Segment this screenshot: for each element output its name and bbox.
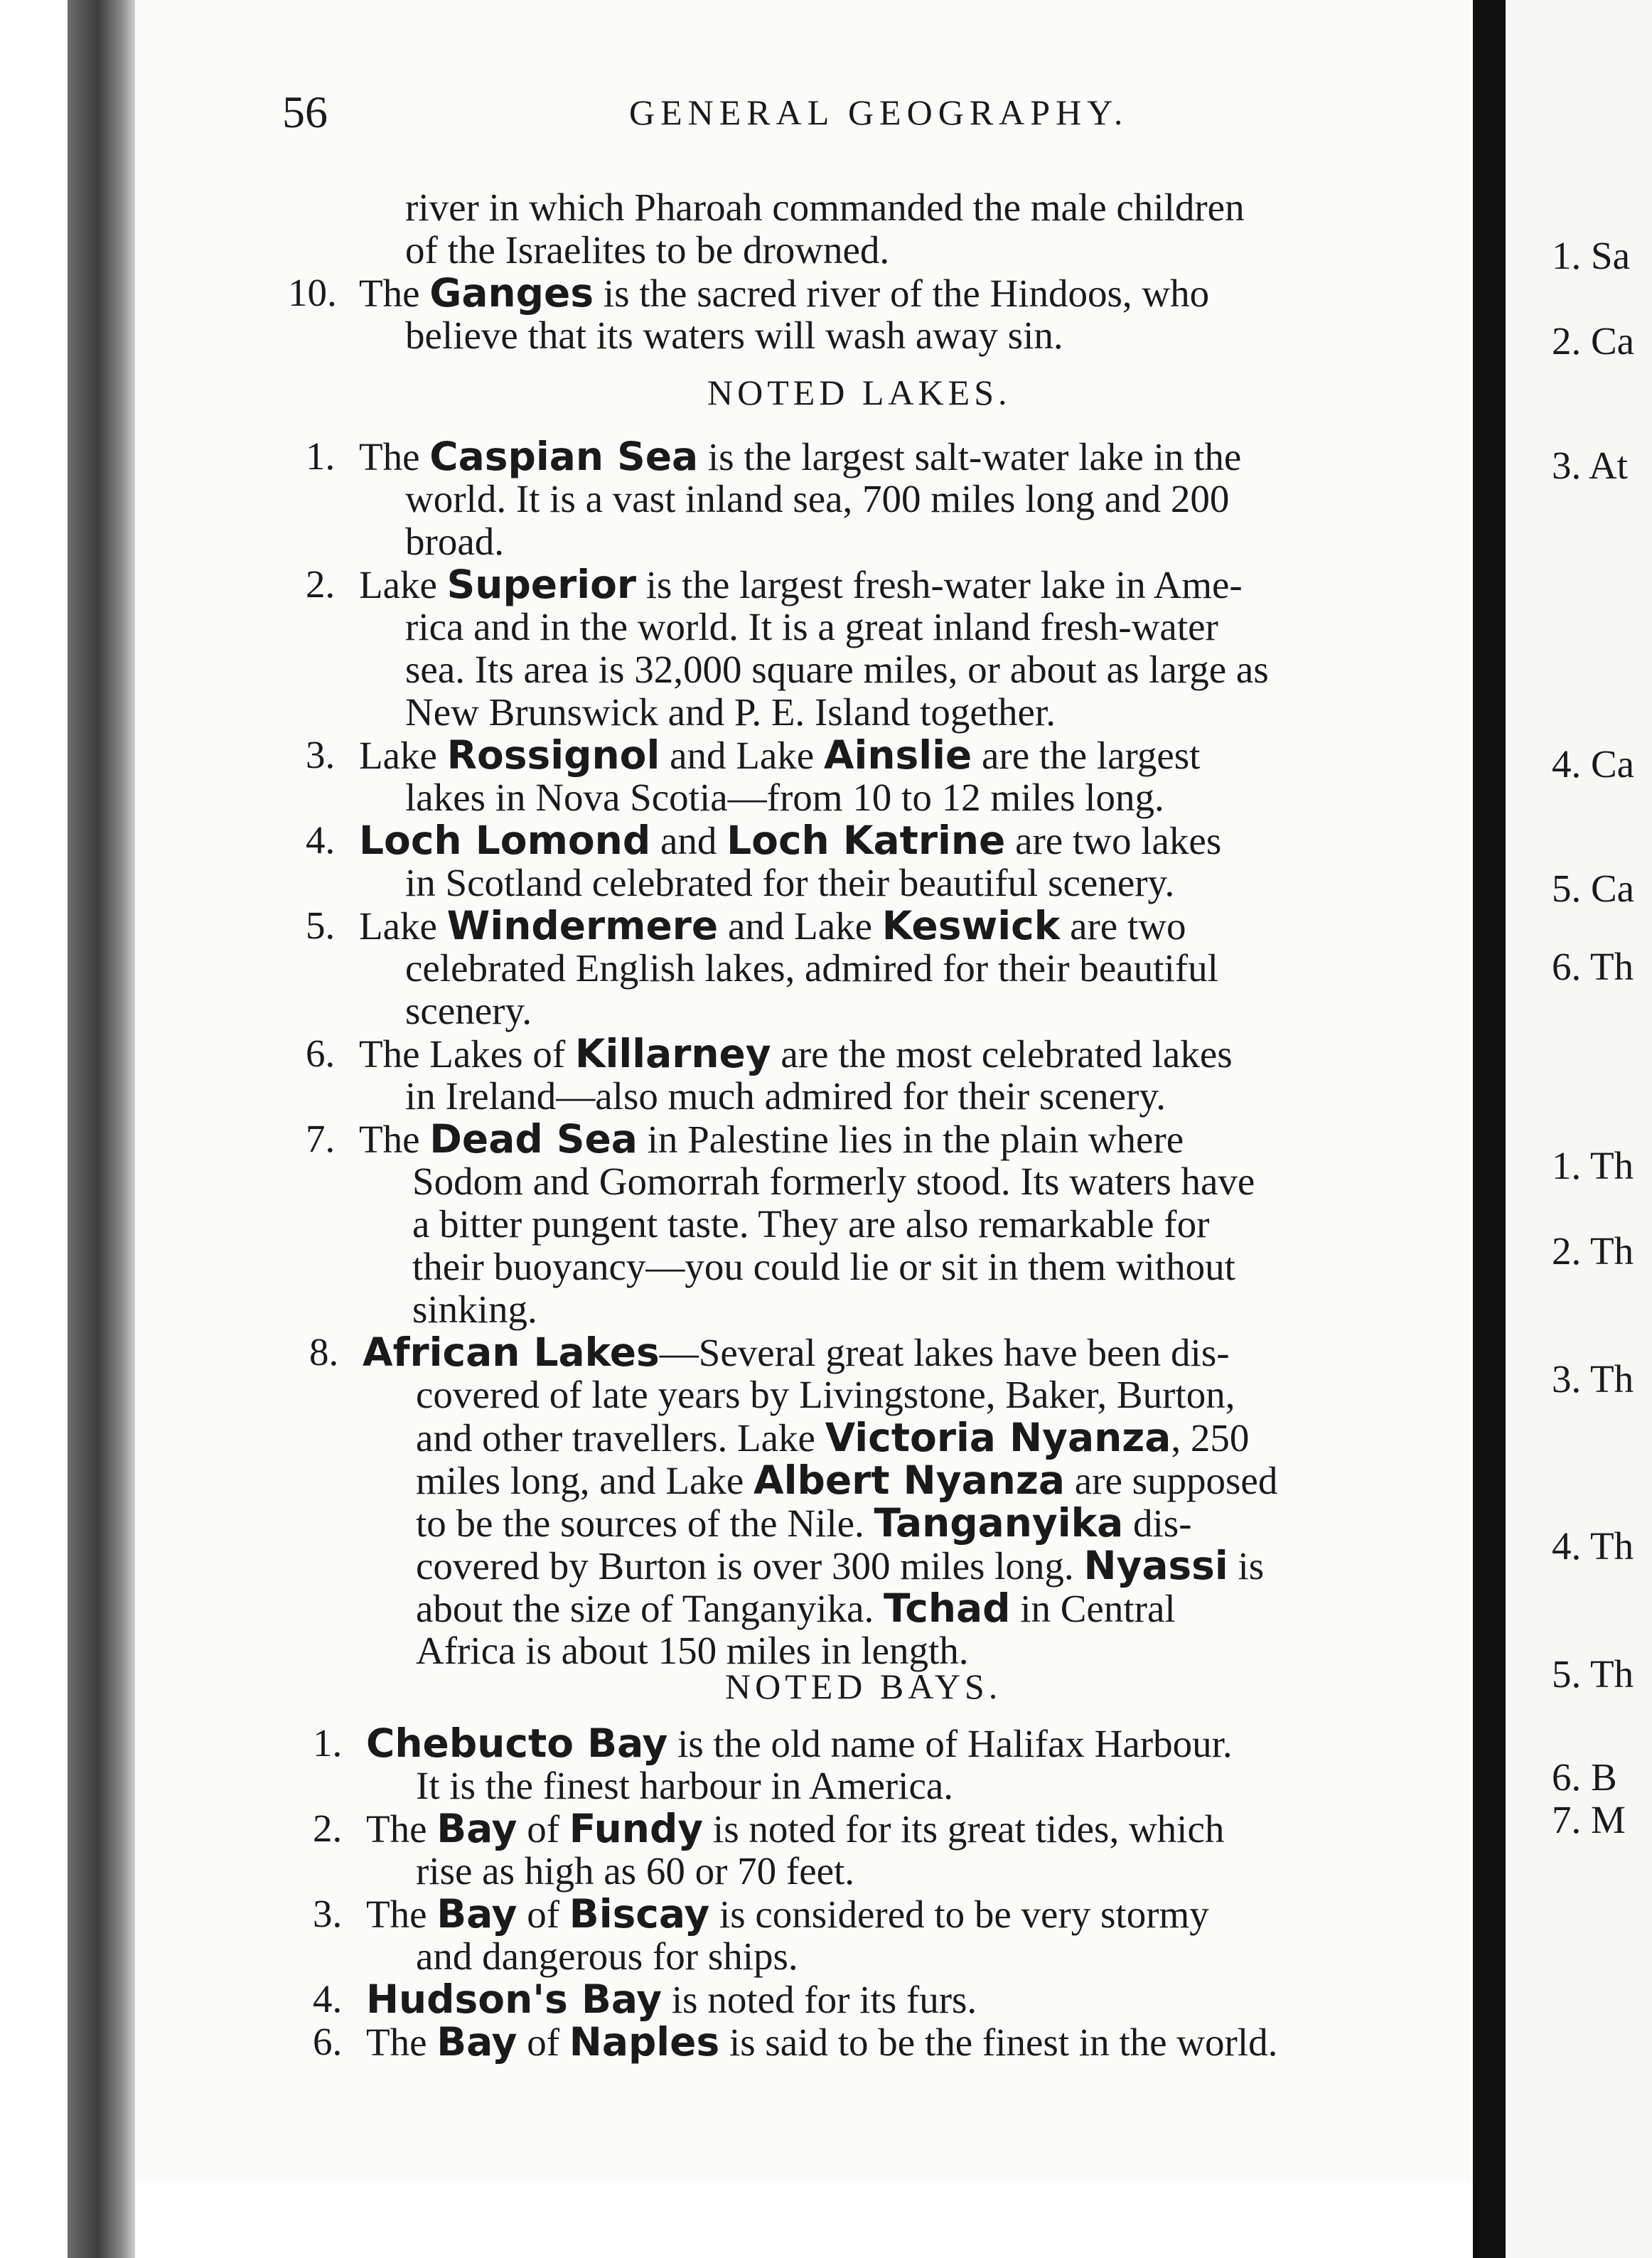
facing-page-fragment: 1. Sa bbox=[1552, 234, 1630, 277]
text-line: The Bay of Biscay is considered to be very stormy bbox=[366, 1891, 1209, 1937]
text-line: covered of late years by Livingstone, Baker, Burton, bbox=[416, 1373, 1235, 1416]
facing-page-fragment: 4. Th bbox=[1552, 1524, 1634, 1568]
running-title: GENERAL GEOGRAPHY. bbox=[629, 92, 1129, 132]
text-line: rise as high as 60 or 70 feet. bbox=[416, 1849, 855, 1893]
facing-page-fragment: 2. Ca bbox=[1552, 319, 1635, 363]
text-line: lakes in Nova Scotia—from 10 to 12 miles long. bbox=[405, 776, 1164, 819]
text-line: It is the finest harbour in America. bbox=[416, 1764, 954, 1807]
item-number: 6. bbox=[313, 2020, 343, 2063]
facing-page-fragment: 1. Th bbox=[1552, 1144, 1634, 1187]
text-line: to be the sources of the Nile. Tanganyika dis- bbox=[416, 1500, 1192, 1546]
facing-page-fragment: 5. Th bbox=[1552, 1652, 1634, 1696]
text-line: Loch Lomond and Loch Katrine are two lakes bbox=[359, 818, 1222, 863]
page-number: 56 bbox=[282, 87, 328, 137]
text-line: sinking. bbox=[412, 1288, 537, 1331]
facing-page-fragment: 2. Th bbox=[1552, 1229, 1634, 1273]
text-line: rica and in the world. It is a great inland fresh-water bbox=[405, 605, 1218, 648]
item-number: 7. bbox=[306, 1117, 336, 1160]
text-line: The Bay of Fundy is noted for its great tides, which bbox=[366, 1806, 1225, 1851]
item-number: 1. bbox=[313, 1721, 343, 1765]
facing-page-fragment: 3. Th bbox=[1552, 1357, 1634, 1401]
item-number: 3. bbox=[313, 1892, 343, 1935]
text-line: about the size of Tanganyika. Tchad in Central bbox=[416, 1585, 1176, 1631]
text-line: celebrated English lakes, admired for their beautiful bbox=[405, 946, 1218, 990]
text-line: sea. Its area is 32,000 square miles, or about as large as bbox=[405, 648, 1269, 691]
text-line: The Bay of Naples is said to be the finest in the world. bbox=[366, 2019, 1278, 2065]
book-spine-shadow bbox=[68, 0, 135, 2258]
item-number: 10. bbox=[288, 271, 337, 314]
river-name-ganges: Ganges bbox=[429, 270, 594, 316]
text-line: believe that its waters will wash away sin. bbox=[405, 314, 1063, 357]
text-line: scenery. bbox=[405, 989, 532, 1032]
text-line: broad. bbox=[405, 520, 504, 563]
text-line: and dangerous for ships. bbox=[416, 1935, 798, 1978]
text-line: of the Israelites to be drowned. bbox=[405, 228, 890, 272]
text-line: Africa is about 150 miles in length. bbox=[416, 1629, 969, 1672]
text-line: Hudson's Bay is noted for its furs. bbox=[366, 1976, 977, 2022]
text-line: miles long, and Lake Albert Nyanza are supposed bbox=[416, 1457, 1278, 1503]
item-number: 5. bbox=[306, 904, 336, 947]
item-number: 4. bbox=[306, 818, 336, 862]
text-line: and other travellers. Lake Victoria Nyanza, 250 bbox=[416, 1415, 1250, 1460]
section-heading-lakes: NOTED LAKES. bbox=[707, 373, 1012, 412]
page-bottom-margin bbox=[135, 2183, 1473, 2258]
text-line: The Dead Sea in Palestine lies in the plain where bbox=[359, 1116, 1184, 1162]
facing-page-fragment: 6. Th bbox=[1552, 945, 1634, 988]
text-line: Lake Windermere and Lake Keswick are two bbox=[359, 903, 1186, 948]
item-number: 1. bbox=[306, 434, 336, 478]
text-line: The Caspian Sea is the largest salt-water lake in the bbox=[359, 434, 1242, 479]
item-number: 2. bbox=[313, 1807, 343, 1850]
facing-page-fragment: 6. B bbox=[1552, 1755, 1617, 1799]
facing-page-fragment: 5. Ca bbox=[1552, 867, 1635, 910]
item-number: 4. bbox=[313, 1977, 343, 2021]
text-line: Sodom and Gomorrah formerly stood. Its waters have bbox=[412, 1160, 1255, 1203]
text-line: a bitter pungent taste. They are also remarkable for bbox=[412, 1202, 1210, 1246]
text-line: their buoyancy—you could lie or sit in them without bbox=[412, 1245, 1235, 1288]
text-line: The Ganges is the sacred river of the Hindoos, who bbox=[359, 270, 1210, 316]
text-line: New Brunswick and P. E. Island together. bbox=[405, 690, 1056, 734]
section-heading-bays: NOTED BAYS. bbox=[725, 1666, 1002, 1706]
text-line: Lake Superior is the largest fresh-water lake in Ame- bbox=[359, 562, 1243, 607]
text-line: The Lakes of Killarney are the most celebrated lakes bbox=[359, 1031, 1233, 1076]
item-number: 8. bbox=[309, 1330, 339, 1374]
text-line: in Ireland—also much admired for their scenery. bbox=[405, 1074, 1166, 1118]
book-gutter bbox=[1473, 0, 1506, 2258]
text-line: river in which Pharoah commanded the male children bbox=[405, 186, 1245, 229]
text-line: African Lakes—Several great lakes have been dis- bbox=[363, 1329, 1230, 1375]
item-number: 6. bbox=[306, 1032, 336, 1075]
text-line: Chebucto Bay is the old name of Halifax Harbour. bbox=[366, 1721, 1233, 1766]
facing-page-fragment: 7. M bbox=[1552, 1798, 1626, 1841]
text-line: Lake Rossignol and Lake Ainslie are the largest bbox=[359, 732, 1201, 778]
facing-page-fragment: 3. At bbox=[1552, 444, 1628, 487]
facing-page-fragment: 4. Ca bbox=[1552, 742, 1635, 786]
text-line: world. It is a vast inland sea, 700 miles long and 200 bbox=[405, 477, 1230, 520]
item-number: 2. bbox=[306, 562, 336, 606]
text-line: covered by Burton is over 300 miles long. Nyassi is bbox=[416, 1543, 1265, 1588]
item-number: 3. bbox=[306, 733, 336, 776]
facing-page bbox=[1506, 0, 1652, 2258]
text-line: in Scotland celebrated for their beautiful scenery. bbox=[405, 861, 1175, 904]
